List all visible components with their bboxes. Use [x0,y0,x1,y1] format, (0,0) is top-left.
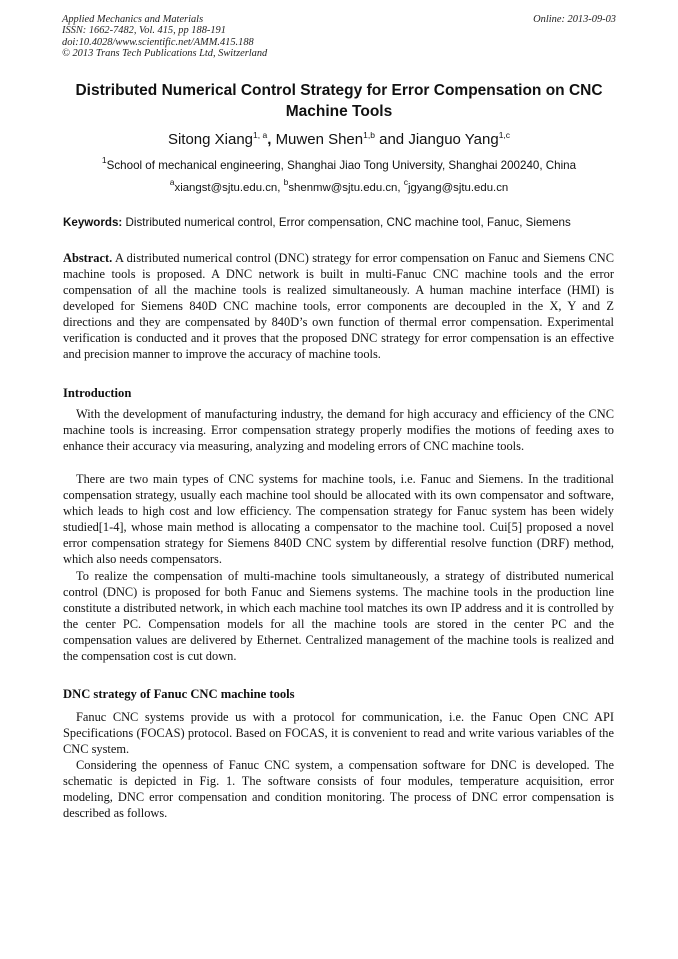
author-name: Sitong Xiang [167,131,254,148]
section-heading-dnc-fanuc: DNC strategy of Fanuc CNC machine tools [63,687,295,701]
affiliation-mark: 1 [101,155,107,165]
affiliation-text: School of mechanical engineering, Shanghai Jiao Tong University, Shanghai 200240, China [106,159,577,172]
issn-line: ISSN: 1662-7482, Vol. 415, pp 188-191 [62,25,226,37]
author-separator: , [267,131,276,148]
email-separator: , [277,182,284,194]
keywords-text: Distributed numerical control, Error compensation, CNC machine tool, Fanuc, Siemens [125,216,571,229]
online-date: Online: 2013-09-03 [533,14,616,25]
email-mark: c [403,177,408,187]
email-list [62,177,616,196]
keywords-label: Keywords: [63,216,123,229]
abstract-label: Abstract. [63,251,113,265]
intro-paragraph-2: There are two main types of CNC systems for machine tools, i.e. Fanuc and Siemens. In the traditional compensation strategy, usually each machine tool should be allocated with its own compensator and software, which leads to high cost and low efficiency. The compensation strategy for Fanuc system has been widely studied[1-4], whose main method is allocating a compensator to the machine tool. Cui[5] proposed a novel error compensation strategy for Siemens 840D CNC system by differential resolve function (DRF) method, which also needs compensators. [63,472,614,566]
abstract-text: A distributed numerical control (DNC) strategy for error compensation on Fanuc and Siemens CNC machine tools is proposed. A DNC network is built in multi-Fanuc CNC machine tools and the error compensation of all the machine tools is realized simultaneously. A human machine interface (HMI) is developed for Siemens 840D CNC machine tools, error components are decoupled in the X, Y and Z directions and they are compensated by 840D’s own function of thermal error compensation. Experimental verification is conducted and it proves that the proposed DNC strategy for error compensation is an effective and precision manner to improve the accuracy of machine tools. [63,251,614,361]
section-heading-introduction: Introduction [63,386,132,400]
abstract [63,250,614,362]
journal-name: Applied Mechanics and Materials [62,14,204,25]
journal-header [62,14,616,60]
intro-paragraph-3: To realize the compensation of multi-machine tools simultaneously, a strategy of distributed numerical control (DNC) is proposed for both Fanuc and Siemens systems. The machine tools in the production line constitute a distributed network, in which each machine tool matches its own IP address and it is controlled by the center PC. Compensation models for all the machine tools are stored in the center PC and the compensation values are delivered by Ethernet. Centralized management of the machine tools is realized and the compensation cost is cut down. [63,569,614,663]
author-name: Muwen Shen [275,131,364,148]
paper-title: Distributed Numerical Control Strategy for Error Compensation on CNC Machine Tools [75,82,603,120]
author-affil-mark: 1,b [363,130,375,140]
affiliation [62,155,616,173]
author-separator: and [374,131,409,148]
keywords [63,215,617,230]
copyright-line: © 2013 Trans Tech Publications Ltd, Switzerland [62,48,268,60]
author-name: Jianguo Yang [408,131,499,148]
author-list [62,130,616,150]
fanuc-paragraph-2: Considering the openness of Fanuc CNC system, a compensation software for DNC is developed. The schematic is depicted in Fig. 1. The software consists of four modules, temperature acquisition, error modeling, DNC error compensation and condition monitoring. The process of DNC error compensation is described as follows. [63,758,614,820]
email-mark: a [169,177,175,187]
doi-line: doi:10.4028/www.scientific.net/AMM.415.188 [62,36,254,48]
email-mark: b [283,177,289,187]
intro-paragraph-1: With the development of manufacturing industry, the demand for high accuracy and efficiency of the CNC machine tools is increasing. Error compensation strategy properly modifies the motions of feeding axes to enhance their accuracy via measuring, analyzing and modeling errors of CNC machine tools. [63,407,614,453]
email-separator: , [397,182,404,194]
author-affil-mark: 1,c [498,130,511,140]
email-address: shenmw@sjtu.edu.cn [288,182,398,194]
author-affil-mark: 1, a [253,130,268,140]
fanuc-paragraph-1: Fanuc CNC systems provide us with a protocol for communication, i.e. the Fanuc Open CNC API Specifications (FOCAS) protocol. Based on FOCAS, it is convenient to read and write various variables of the CNC system. [63,710,614,756]
email-address: jgyang@sjtu.edu.cn [408,182,509,194]
email-address: xiangst@sjtu.edu.cn [174,182,278,194]
